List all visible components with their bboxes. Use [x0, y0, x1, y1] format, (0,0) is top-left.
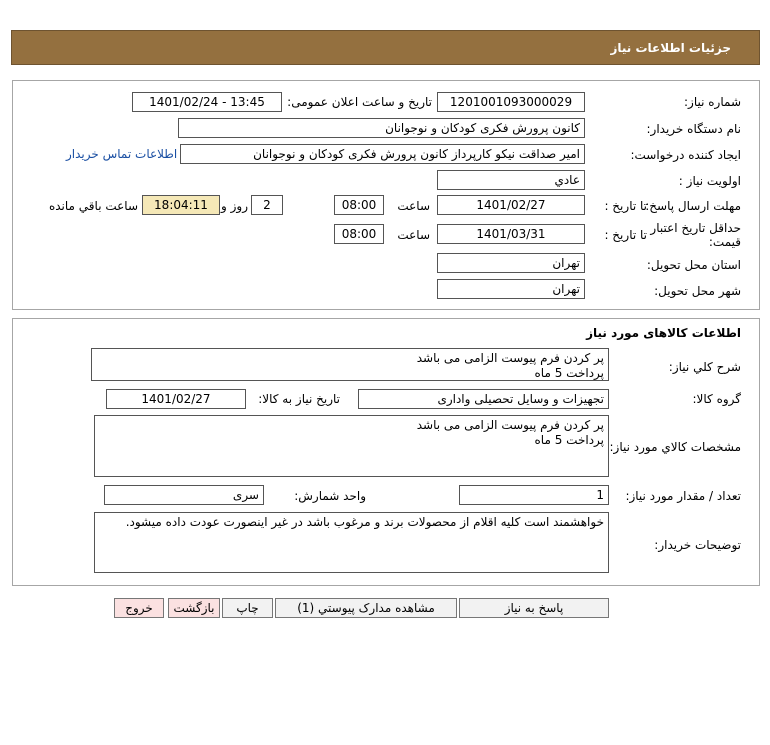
remaining-time-field: 18:04:11	[142, 195, 220, 215]
priority-field: عادي	[437, 170, 585, 190]
creator-label: ایجاد کننده درخواست:	[630, 148, 741, 162]
desc-line-2: پرداخت 5 ماه	[534, 366, 604, 380]
buyer-notes-label: توضیحات خریدار:	[654, 538, 741, 552]
validity-time-field: 08:00	[334, 224, 384, 244]
validity-time-label: ساعت	[397, 228, 430, 242]
deadline-time-label: ساعت	[397, 199, 430, 213]
remaining-label: ساعت باقي مانده	[48, 199, 138, 213]
need-date-label: تاریخ نیاز به کالا:	[258, 392, 340, 406]
unit-label: واحد شمارش:	[294, 489, 366, 503]
deadline-time-field: 08:00	[334, 195, 384, 215]
validity-label-2: قیمت:	[708, 235, 741, 249]
exit-button[interactable]: خروج	[114, 598, 164, 618]
validity-to-label: تا تاریخ :	[604, 228, 647, 242]
announce-field: 1401/02/24 - 13:45	[132, 92, 282, 112]
province-label: استان محل تحویل:	[646, 258, 741, 272]
buyer-field: کانون پرورش فکری کودکان و نوجوانان	[178, 118, 585, 138]
unit-field: سری	[104, 485, 264, 505]
buyer-label: نام دستگاه خریدار:	[646, 122, 741, 136]
announce-label: تاریخ و ساعت اعلان عمومی:	[287, 95, 432, 109]
deadline-to-label: تا تاریخ :	[604, 199, 647, 213]
buyer-contact-link[interactable]: اطلاعات تماس خریدار	[66, 147, 178, 161]
days-label: روز و	[221, 199, 248, 213]
reply-button[interactable]: پاسخ به نیاز	[459, 598, 609, 618]
desc-line-1: پر کردن فرم پیوست الزامی می باشد	[416, 351, 604, 365]
days-field: 2	[251, 195, 283, 215]
need-number-field: 1201001093000029	[437, 92, 585, 112]
print-button[interactable]: چاپ	[222, 598, 273, 618]
spec-label: مشخصات کالاي مورد نیاز:	[609, 440, 741, 454]
spec-line-2: پرداخت 5 ماه	[534, 433, 604, 447]
city-field: تهران	[437, 279, 585, 299]
spec-line-1: پر کردن فرم پیوست الزامی می باشد	[416, 418, 604, 432]
desc-field	[91, 348, 609, 381]
qty-label: تعداد / مقدار مورد نیاز:	[625, 489, 741, 503]
attachments-button[interactable]: مشاهده مدارک پیوستي (1)	[275, 598, 457, 618]
city-label: شهر محل تحویل:	[654, 284, 741, 298]
back-button[interactable]: بازگشت	[168, 598, 220, 618]
deadline-date-field: 1401/02/27	[437, 195, 585, 215]
creator-field: امیر صداقت نیکو کارپرداز کانون پرورش فکری کودکان و نوجوانان	[180, 144, 585, 164]
need-date-field: 1401/02/27	[106, 389, 246, 409]
spec-field	[94, 415, 609, 477]
need-number-label: شماره نیاز:	[684, 95, 741, 109]
group-field: تجهیزات و وسایل تحصیلی واداری	[358, 389, 609, 409]
province-field: تهران	[437, 253, 585, 273]
goods-section-title: اطلاعات کالاهای مورد نیاز	[586, 326, 741, 340]
need-info-panel	[12, 80, 760, 310]
buyer-notes-field: خواهشمند است کلیه اقلام از محصولات برند و مرغوب باشد در غیر اینصورت عودت داده میشود.	[94, 512, 609, 573]
validity-label-1: حداقل تاریخ اعتبار	[650, 221, 741, 235]
desc-label: شرح کلي نیاز:	[668, 360, 741, 374]
deadline-label: مهلت ارسال پاسخ:	[645, 199, 741, 213]
validity-date-field: 1401/03/31	[437, 224, 585, 244]
page-title: جزئیات اطلاعات نیاز	[610, 41, 731, 55]
group-label: گروه کالا:	[692, 392, 741, 406]
page-header	[11, 30, 760, 65]
priority-label: اولویت نیاز :	[678, 174, 741, 188]
qty-field: 1	[459, 485, 609, 505]
